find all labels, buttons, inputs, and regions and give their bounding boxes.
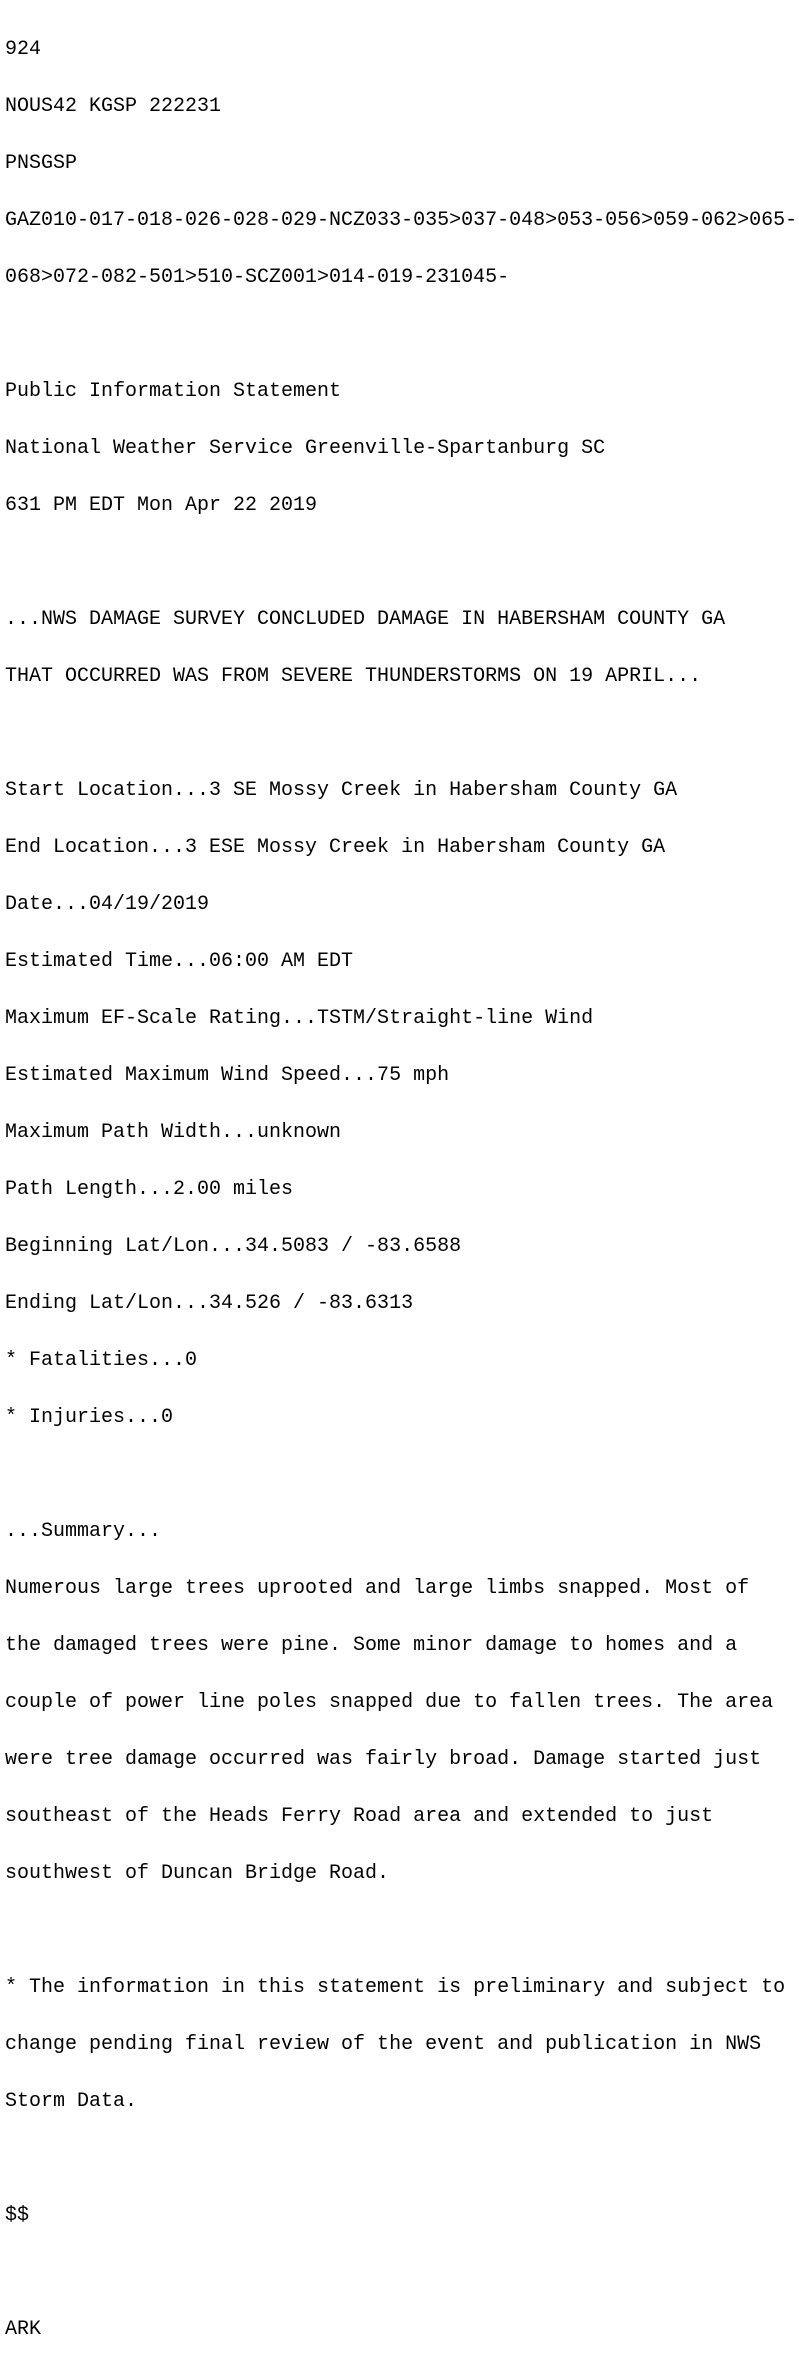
blank-line [5, 2149, 797, 2168]
product-code: 924 [5, 38, 42, 61]
max-path-width: Maximum Path Width...unknown [5, 1121, 342, 1144]
disclaimer-line: Storm Data. [5, 2090, 138, 2113]
end-location: End Location...3 ESE Mossy Creek in Habersham County GA [5, 836, 666, 859]
beginning-lat-lon: Beginning Lat/Lon...34.5083 / -83.6588 [5, 1235, 462, 1258]
blank-line [5, 1465, 797, 1484]
injuries: * Injuries...0 [5, 1406, 174, 1429]
headline-line-2: THAT OCCURRED WAS FROM SEVERE THUNDERSTORMS ON 19 APRIL... [5, 665, 702, 688]
summary-line: the damaged trees were pine. Some minor damage to homes and a [5, 1634, 738, 1657]
ugc-codes-line-1: GAZ010-017-018-026-028-029-NCZ033-035>037-048>053-056>059-062>065- [5, 209, 798, 232]
issuing-office: National Weather Service Greenville-Spartanburg SC [5, 437, 606, 460]
max-wind-speed: Estimated Maximum Wind Speed...75 mph [5, 1064, 450, 1087]
issue-time: 631 PM EDT Mon Apr 22 2019 [5, 494, 318, 517]
event-date: Date...04/19/2019 [5, 893, 210, 916]
wmo-header: NOUS42 KGSP 222231 [5, 95, 222, 118]
blank-line [5, 724, 797, 743]
product-title: Public Information Statement [5, 380, 342, 403]
blank-line [5, 325, 797, 344]
ugc-codes-line-2: 068>072-082-501>510-SCZ001>014-019-231045- [5, 266, 510, 289]
blank-line [5, 553, 797, 572]
product-terminator: $$ [5, 2204, 30, 2227]
summary-line: southwest of Duncan Bridge Road. [5, 1862, 390, 1885]
start-location: Start Location...3 SE Mossy Creek in Habersham County GA [5, 779, 678, 802]
weather-statement-document [5, 2, 797, 2358]
fatalities: * Fatalities...0 [5, 1349, 198, 1372]
summary-line: Numerous large trees uprooted and large limbs snapped. Most of [5, 1577, 750, 1600]
path-length: Path Length...2.00 miles [5, 1178, 294, 1201]
headline-line-1: ...NWS DAMAGE SURVEY CONCLUDED DAMAGE IN HABERSHAM COUNTY GA [5, 608, 726, 631]
summary-line: were tree damage occurred was fairly broad. Damage started just [5, 1748, 762, 1771]
summary-heading: ...Summary... [5, 1520, 162, 1543]
disclaimer-line: * The information in this statement is preliminary and subject to [5, 1976, 786, 1999]
summary-line: southeast of the Heads Ferry Road area and extended to just [5, 1805, 714, 1828]
author-initials: ARK [5, 2318, 42, 2341]
max-ef-rating: Maximum EF-Scale Rating...TSTM/Straight-line Wind [5, 1007, 594, 1030]
estimated-time: Estimated Time...06:00 AM EDT [5, 950, 354, 973]
summary-line: couple of power line poles snapped due to fallen trees. The area [5, 1691, 774, 1714]
blank-line [5, 2263, 797, 2282]
disclaimer-line: change pending final review of the event and publication in NWS [5, 2033, 762, 2056]
ending-lat-lon: Ending Lat/Lon...34.526 / -83.6313 [5, 1292, 414, 1315]
blank-line [5, 1921, 797, 1940]
awips-id: PNSGSP [5, 152, 78, 175]
